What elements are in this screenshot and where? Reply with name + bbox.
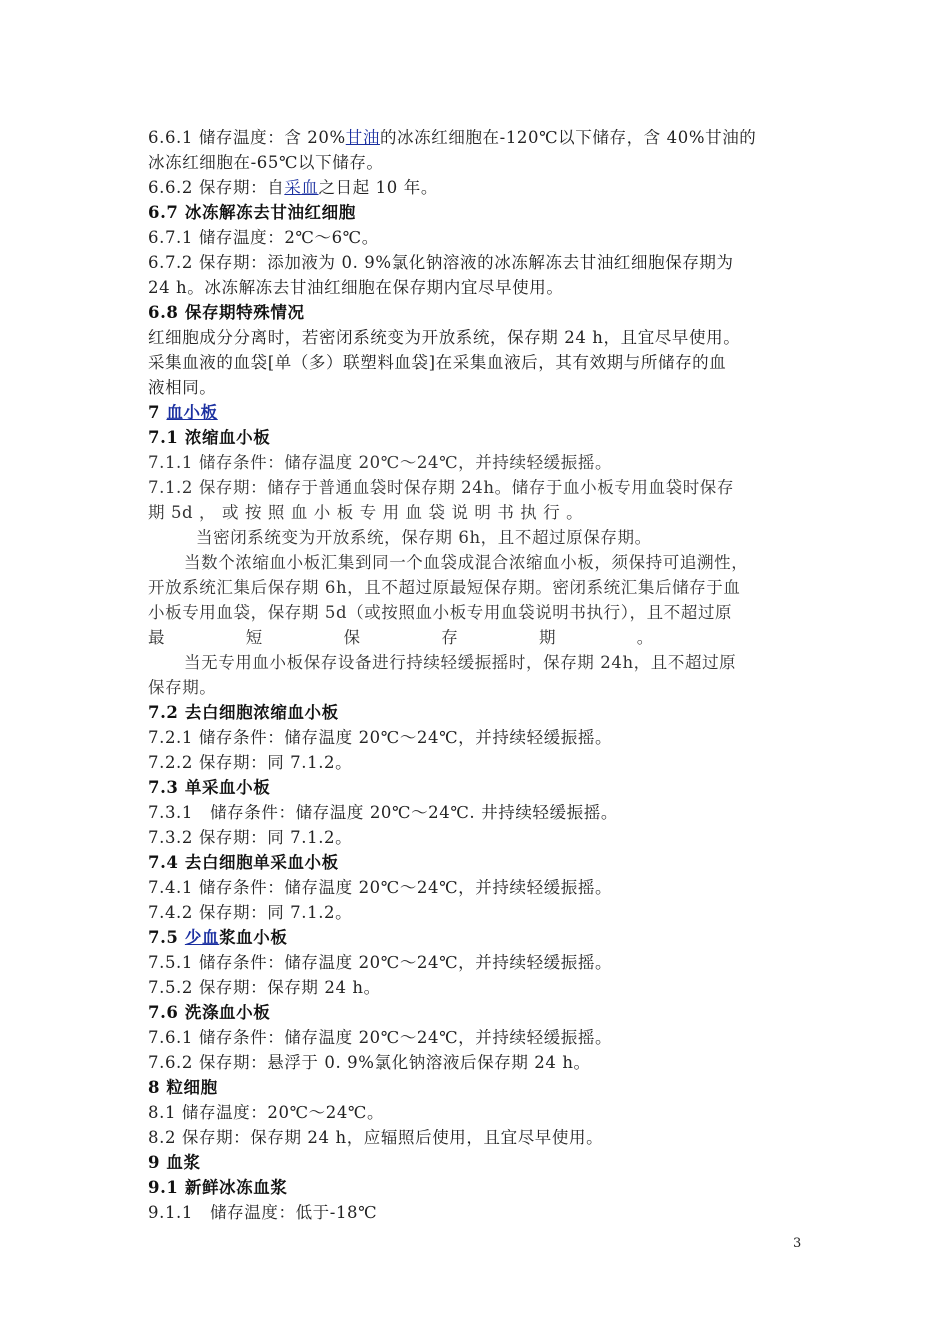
link-platelets[interactable]: 血小板	[166, 403, 218, 422]
text-line: 7.3.2 保存期：同 7.1.2。	[148, 828, 353, 847]
text-span: 之日起 10 年。	[318, 178, 438, 197]
text-line: 开放系统汇集后保存期 6h，且不超过原最短保存期。密闭系统汇集后储存于血	[148, 578, 741, 597]
text-line: 7.6.2 保存期：悬浮于 0. 9%氯化钠溶液后保存期 24 h。	[148, 1053, 591, 1072]
text-line	[148, 125, 813, 150]
text-span: 7	[148, 403, 167, 422]
text-span: 6.6.1 储存温度：含 20%	[148, 128, 346, 147]
section-heading	[148, 925, 813, 950]
text-line: 红细胞成分分离时，若密闭系统变为开放系统，保存期 24 h，且宜尽早使用。	[148, 328, 741, 347]
text-line: 7.1.1 储存条件：储存温度 20℃～24℃，并持续轻缓振摇。	[148, 453, 613, 472]
text-line: 采集血液的血袋[单（多）联塑料血袋]在采集血液后，其有效期与所储存的血	[148, 353, 727, 372]
text-line: 7.2.2 保存期：同 7.1.2。	[148, 753, 353, 772]
section-heading: 7.3 单采血小板	[148, 778, 271, 797]
section-heading: 6.7 冰冻解冻去甘油红细胞	[148, 203, 356, 222]
text-line	[148, 175, 813, 200]
section-heading: 6.8 保存期特殊情况	[148, 303, 305, 322]
text-line: 8.2 保存期：保存期 24 h，应辐照后使用，且宜尽早使用。	[148, 1128, 604, 1147]
text-span: 的冰冻红细胞在-120℃以下储存，含 40%甘油的	[379, 128, 757, 147]
text-line: 保存期。	[148, 678, 217, 697]
text-line: 当数个浓缩血小板汇集到同一个血袋成混合浓缩血小板，须保持可追溯性，	[184, 553, 749, 572]
section-heading: 9 血浆	[148, 1153, 201, 1172]
section-heading: 8 粒细胞	[148, 1078, 218, 1097]
text-line: 7.3.1 储存条件：储存温度 20℃～24℃. 井持续轻缓振摇。	[148, 803, 618, 822]
text-line: 6.7.1 储存温度：2℃～6℃。	[148, 228, 379, 247]
section-heading: 7.6 洗涤血小板	[148, 1003, 271, 1022]
text-line: 6.7.2 保存期：添加液为 0. 9%氯化钠溶液的冰冻解冻去甘油红细胞保存期为	[148, 253, 734, 272]
link-blood-collection[interactable]: 采血	[284, 178, 319, 197]
text-line: 7.6.1 储存条件：储存温度 20℃～24℃，并持续轻缓振摇。	[148, 1028, 613, 1047]
text-line: 小板专用血袋，保存期 5d（或按照血小板专用血袋说明书执行），且不超过原	[148, 603, 733, 622]
section-heading: 9.1 新鲜冰冻血浆	[148, 1178, 288, 1197]
link-glycerol[interactable]: 甘油	[345, 128, 380, 147]
section-heading: 7.4 去白细胞单采血小板	[148, 853, 339, 872]
text-line: 7.2.1 储存条件：储存温度 20℃～24℃，并持续轻缓振摇。	[148, 728, 613, 747]
text-line: 7.5.2 保存期：保存期 24 h。	[148, 978, 381, 997]
document-body	[148, 125, 813, 1225]
text-line: 期 5d ， 或 按 照 血 小 板 专 用 血 袋 说 明 书 执 行 。	[148, 503, 584, 522]
page-number: 3	[793, 1236, 802, 1251]
link-low-plasma[interactable]: 少血	[184, 928, 220, 947]
section-heading: 7.2 去白细胞浓缩血小板	[148, 703, 339, 722]
text-span: 6.6.2 保存期：自	[148, 178, 285, 197]
text-line: 7.1.2 保存期：储存于普通血袋时保存期 24h。储存于血小板专用血袋时保存	[148, 478, 734, 497]
text-line: 液相同。	[148, 378, 217, 397]
text-line: 24 h。冰冻解冻去甘油红细胞在保存期内宜尽早使用。	[148, 278, 564, 297]
text-line: 8.1 储存温度：20℃～24℃。	[148, 1103, 385, 1122]
text-line: 7.4.2 保存期：同 7.1.2。	[148, 903, 353, 922]
text-line: 最 短 保 存 期 。	[148, 628, 654, 647]
section-heading: 7.1 浓缩血小板	[148, 428, 271, 447]
text-line: 7.5.1 储存条件：储存温度 20℃～24℃，并持续轻缓振摇。	[148, 953, 613, 972]
text-span: 7.5	[148, 928, 185, 947]
text-line: 当密闭系统变为开放系统，保存期 6h，且不超过原保存期。	[196, 528, 652, 547]
text-line: 9.1.1 储存温度：低于-18℃	[148, 1203, 378, 1222]
section-heading	[148, 400, 813, 425]
text-line: 7.4.1 储存条件：储存温度 20℃～24℃，并持续轻缓振摇。	[148, 878, 613, 897]
text-span: 浆血小板	[219, 928, 288, 947]
text-line: 当无专用血小板保存设备进行持续轻缓振摇时，保存期 24h，且不超过原	[184, 653, 737, 672]
text-line: 冰冻红细胞在-65℃以下储存。	[148, 153, 384, 172]
